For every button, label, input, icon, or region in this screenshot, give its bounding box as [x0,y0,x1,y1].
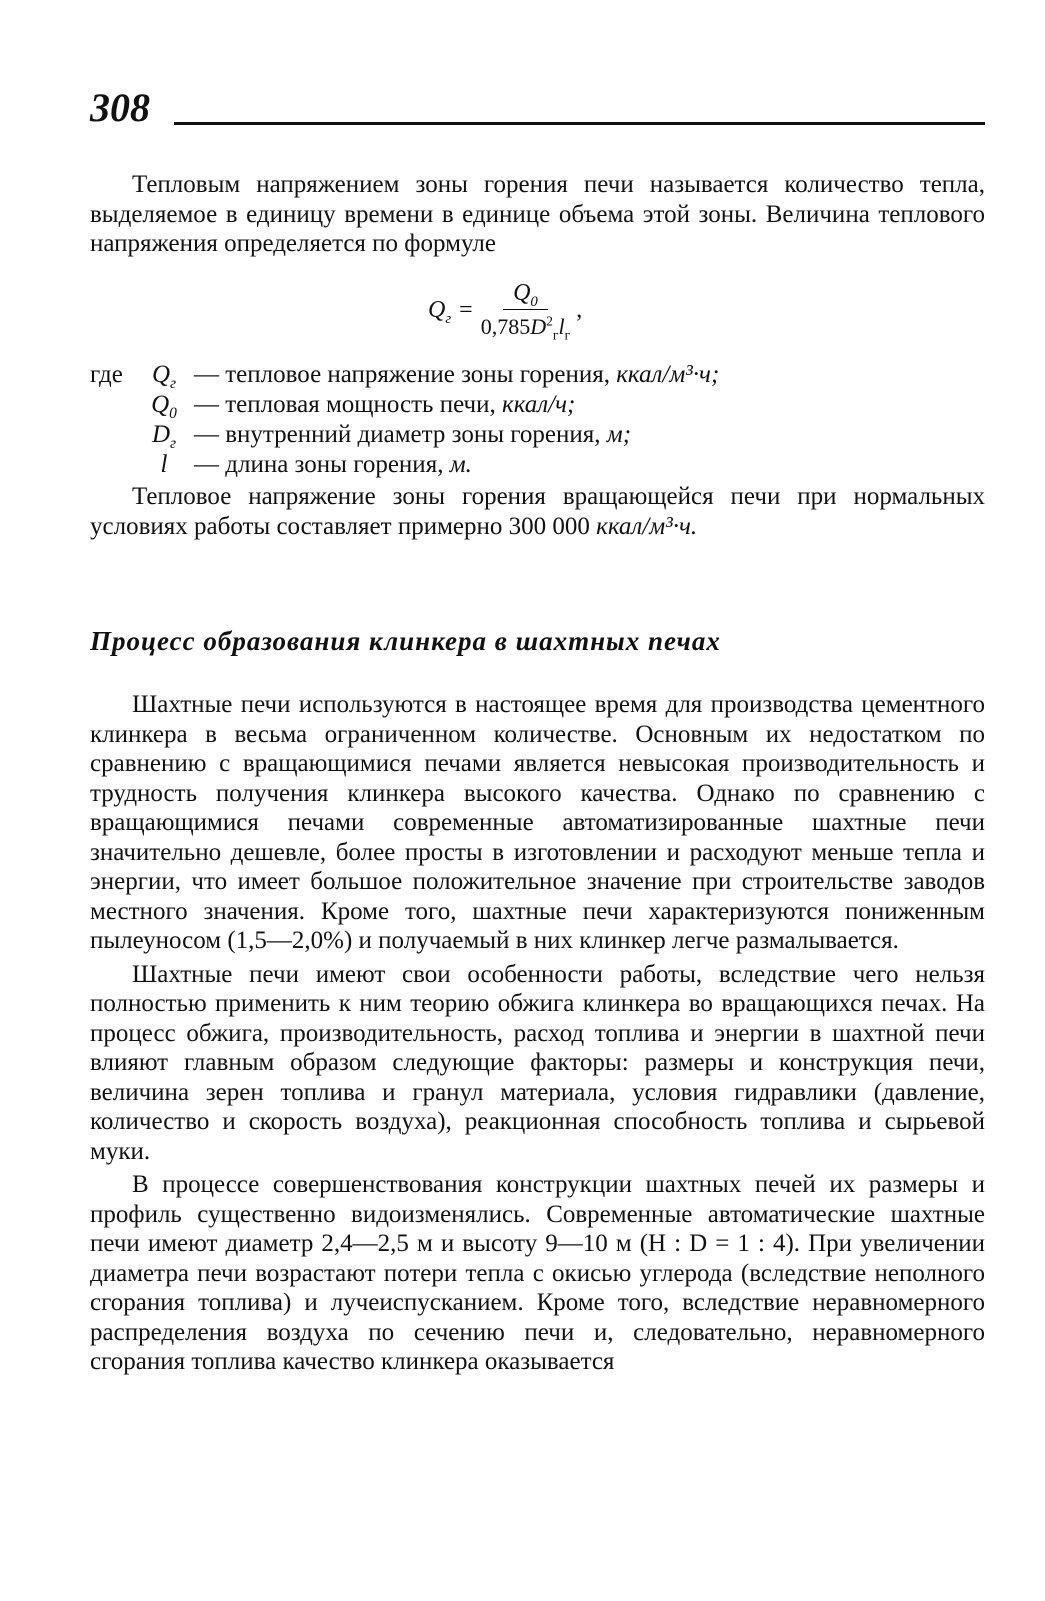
section-body [90,690,985,1377]
legend-lead: где [90,361,123,388]
header-rule [174,122,985,125]
formula-denominator: $0,785D^2_гl_г$ [480,313,571,343]
legend-symbol: $Q_0$ [151,391,177,422]
closing-block [90,482,985,541]
legend-description: — длина зоны горения, м. [194,451,472,478]
legend-row [90,390,985,420]
formula-lhs: $Q_г$ [428,296,452,327]
section-paragraph: Шахтные печи используются в настоящее время для производства цементного клинкера в весьма ограниченном количестве. Основным их недостатком по сравнению с вращающимися печами является невысокая производительность и трудность получения клинкера высокого качества. Однако по сравнению с вращающимися печами современные автоматизированные шахтные печи значительно дешевле, более просты в изготовлении и расходуют меньше тепла и энергии, что имеет большое положительное значение при строительстве заводов местного значения. Кроме того, шахтные печи характеризуются пониженным пылеуносом (1,5—2,0%) и получаемый в них клинкер легче размалывается. [90,691,985,954]
heat-stress-formula [428,275,582,345]
intro-block [90,170,985,259]
formula-comma: , [576,296,583,323]
section-title: Процесс образования клинкера в шахтных печах [90,626,721,656]
section-paragraph: В процессе совершенствования конструкции шахтных печей их размеры и профиль существенно видоизменялись. Современные автоматические шахтные печи имеют диаметр 2,4—2,5 м и высоту 9—10 м (Н : D = 1 : 4). При увеличении диаметра печи возрастают потери тепла с окисью углерода (вследствие неполного сгорания топлива) и лучеиспусканием. Кроме того, вследствие неравномерного распределения воздуха по сечению печи и, следовательно, неравномерного сгорания топлива качество клинкера оказывается [90,1171,985,1375]
legend-description: — внутренний диаметр зоны горения, м; [194,421,632,448]
formula-fraction [480,280,571,343]
legend-row [90,420,985,450]
closing-paragraph: Тепловое напряжение зоны горения вращающейся печи при нормальных условиях работы составляет примерно 300 000 ккал/м³·ч. [90,483,985,540]
section-paragraph: Шахтные печи имеют свои особенности работы, вследствие чего нельзя полностью применить к ним теорию обжига клинкера во вращающихся печах. На процесс обжига, производительность, расход топлива и энергии в шахтной печи влияют главным образом следующие факторы: размеры и конструкция печи, величина зерен топлива и гранул материала, условия гидравлики (давление, количество и скорость воздуха), реакционная способность топлива и сырьевой муки. [90,960,985,1165]
symbol-legend [90,360,985,480]
formula-numerator: $Q_0$ [503,280,548,310]
formula-equals: = [459,296,473,323]
legend-row [90,450,985,480]
legend-symbol: $D_г$ [151,421,177,452]
intro-paragraph: Тепловым напряжением зоны горения печи называется количество тепла, выделяемое в единицу времени в единице объема этой зоны. Величина теплового напряжения определяется по формуле [90,171,985,257]
legend-row [90,360,985,390]
legend-description: — тепловое напряжение зоны горения, ккал/м³·ч; [194,361,720,388]
page-number: 308 [90,85,150,130]
legend-symbol: l [160,451,168,478]
legend-description: — тепловая мощность печи, ккал/ч; [194,391,576,418]
page-header [90,84,985,132]
legend-symbol: $Q_г$ [151,361,177,392]
